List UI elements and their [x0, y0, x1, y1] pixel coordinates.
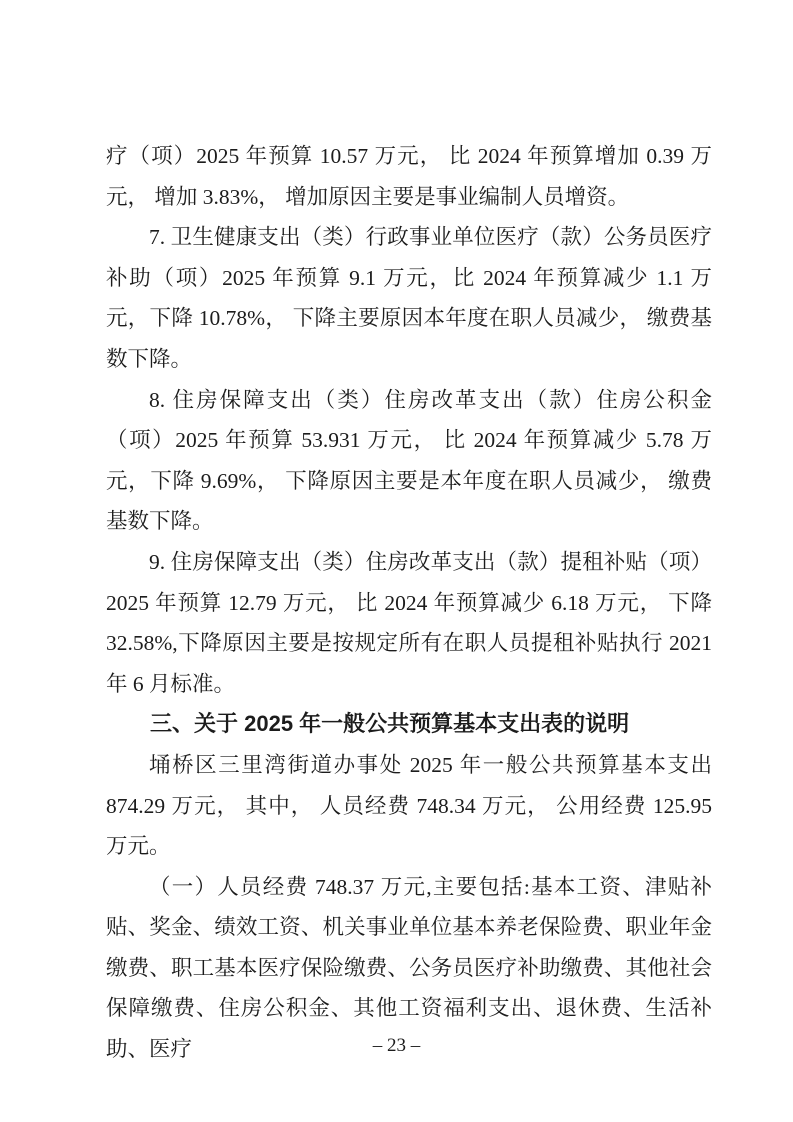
paragraph: 疗（项）2025 年预算 10.57 万元， 比 2024 年预算增加 0.39 万元， 增加 3.83%， 增加原因主要是事业编制人员增资。 — [106, 144, 712, 209]
paragraph: 7. 卫生健康支出（类）行政事业单位医疗（款）公务员医疗补助（项）2025 年预算 9.1 万元，比 2024 年预算减少 1.1 万元，下降 10.78%， 下降主要原因本年度在职人员减少， 缴费基数下降。 — [106, 225, 712, 371]
page-footer — [0, 1032, 793, 1060]
paragraph: （一）人员经费 748.37 万元,主要包括:基本工资、津贴补贴、奖金、绩效工资、机关事业单位基本养老保险费、职业年金缴费、职工基本医疗保险缴费、公务员医疗补助缴费、其他社会保障缴费、住房公积金、其他工资福利支出、退休费、生活补助、医疗 — [106, 874, 712, 1062]
page-number: – 23 – — [372, 1035, 421, 1056]
paragraph: 8. 住房保障支出（类）住房改革支出（款）住房公积金（项）2025 年预算 53.931 万元， 比 2024 年预算减少 5.78 万元，下降 9.69%， 下降原因主要是本年度在职人员减少， 缴费基数下降。 — [106, 387, 712, 534]
paragraph: 埇桥区三里湾街道办事处 2025 年一般公共预算基本支出 874.29 万元， 其中， 人员经费 748.34 万元， 公用经费 125.95 万元。 — [106, 752, 712, 859]
section-heading: 三、关于 2025 年一般公共预算基本支出表的说明 — [150, 711, 630, 737]
document-body — [106, 136, 712, 1070]
paragraph: 9. 住房保障支出（类）住房改革支出（款）提租补贴（项）2025 年预算 12.79 万元， 比 2024 年预算减少 6.18 万元， 下降 32.58%,下降原因主要是按规定所有在职人员提租补贴执行 2021 年 6 月标准。 — [106, 549, 712, 696]
